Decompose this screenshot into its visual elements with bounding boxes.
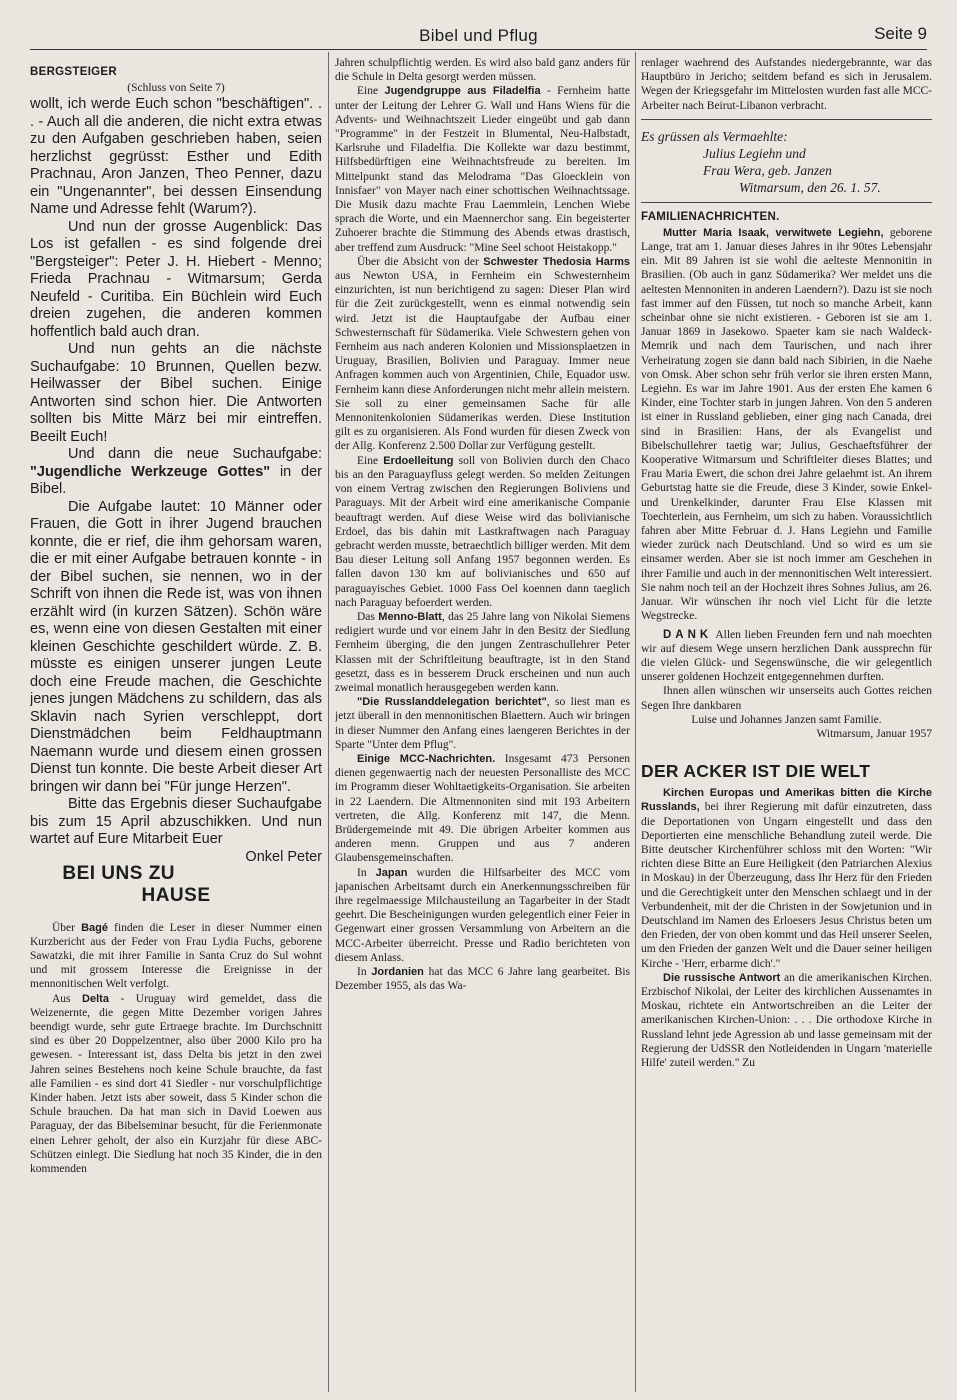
- paragraph-text: Bitte das Ergebnis dieser Suchaufgabe bis zum 15 April abzuschikken. Und nun wartet auf Eure Mitarbeit Euer: [30, 796, 322, 847]
- paragraph-text: geborene Lange, trat am 1. Januar dieses Jahres in ihr 90tes Lebensjahr ein. Mit 89 Jahren ist sie wohl die aelteste Mennonitin in Brasilien. (Ob auch in ganz Südamerika? Wer meldet uns die aeltesten Mennoniten in anderen Laendern?). Dazu ist sie noch fast immer auf den Füssen, tut noch so manche Arbeit, kann scheinbar ohne sie nicht existieren. - Geboren ist sie am 1. Januar 1869 in Jasekowo. Spaeter kam sie nach Waldeck-Memrik und nach dem Taurischen, und nach ihrer Verheiratung zogen sie dann bald nach Sibirien, in die Naehe von Omsk. Aber schon sehr früh verlor sie ihren ersten Mann, Legiehn. Es war im Jahre 1901. Aus der ersten Ehe kamen 6 Kinder, eine Tochter starb in jungen Jahren. Von den 5 anderen ist einer in Russland geblieben, einer ging nach Canada, drei sind in Brasilien: Hans, der als Evangelist und Bibelschullehrer taetig war; Julius, Geschaeftsführer der Kooperative Witmarsum und Schriftleiter dieses Blattes; und Frau Maria Ewert, die schon drei Jahre gelaehmt ist. An ihrem Geburtstag hatte sie die Freude, diese 3 Kinder, sowie Enkel- und Urenkelkinder, darunter Frau Else Klassen mit Toechterlein, aus Fernheim, um sich zu haben. Voraussichtlich fahren aber Mitte Februar d. J. Hans Legiehn und Familie wieder zurück nach Deutschland. Und so wird es um sie einsamer werden. Aber sie ist noch immer am Geschehen in ihrer Familie und auch in der mennonitischen Welt interessiert. Sie nahm noch teil an der Hochzeit ihres Sohnes Julius, am 26. Januar. Wir wünschen ihr noch viel Licht für die letzte Wegstrecke.: [641, 226, 932, 623]
- paragraph-text: Eine: [357, 85, 385, 98]
- paragraph-text: hat das MCC 6 Jahre lang gearbeitet. Bis Dezember 1955, als das Wa-: [335, 966, 630, 993]
- paragraph-text: In: [357, 966, 372, 978]
- lead-phrase: Schwester Thedosia Harms: [483, 255, 630, 268]
- paragraph: Und nun der grosse Augenblick: Das Los ist gefallen - es sind folgende drei "Bergsteiger": Peter J. H. Hiebert - Menno; Frieda Prachnau - Witmarsum; Gerda Neufeld - Curitiba. Ein Büchlein wird Euch dreien zugehen, die anderen kommen hoffentlich bald auch dran.: [30, 218, 322, 340]
- paragraph: [641, 971, 932, 1070]
- paragraph: renlager waehrend des Aufstandes niedergebrannte, war das Hauptbüro in Jericho; seitdem befand es sich in Jerusalem. Wegen der Kriegsgefahr im Mittelosten wurden fast alle MCC-Arbeiter nach Beirut-Libanon verbracht.: [641, 57, 932, 112]
- place-name: Delta: [82, 992, 109, 1005]
- section-heading: BEI UNS ZU HAUSE: [62, 862, 211, 906]
- announcement-line: Witmarsum, den 26. 1. 57.: [739, 179, 881, 195]
- paragraph: [641, 628, 932, 685]
- signature: Witmarsum, Januar 1957: [816, 727, 932, 740]
- continuation-note: (Schluss von Seite 7): [127, 82, 225, 94]
- article-continuation: [641, 56, 932, 113]
- paragraph-text: Aus: [52, 992, 83, 1005]
- lead-phrase: Mutter Maria Isaak, verwitwete Legiehn,: [663, 226, 884, 239]
- lead-phrase: Jordanien: [371, 966, 424, 978]
- paragraph: [335, 84, 630, 254]
- paragraph: [30, 446, 322, 499]
- paragraph: [335, 752, 630, 866]
- paragraph-text: in der Bibel.: [30, 463, 322, 497]
- article-acker: [641, 786, 932, 1070]
- lead-phrase: Menno-Blatt: [378, 610, 442, 623]
- place-name: Bagé: [81, 921, 109, 934]
- column-1: [30, 56, 322, 1391]
- paragraph: [335, 610, 630, 695]
- paragraph-text: Das: [357, 610, 379, 623]
- paragraph: [641, 226, 932, 624]
- section-kicker: BERGSTEIGER: [30, 66, 118, 78]
- paragraph-text: Allen lieben Freunden fern und nah moechten wir auf diesem Wege unsern herzlichen Dank aussprechn für die vielen Glück- und Segenswünsche, die wir gelegentlich unserer goldenen Hochzeit entgegennehmen durften.: [641, 628, 932, 684]
- paragraph-text: In: [357, 866, 376, 879]
- paragraph: Die Aufgabe lautet: 10 Männer oder Frauen, die Gott in ihrer Jugend brauchen konnte, die er rief, die ihm gehorsam waren, die er mit einer Aufgabe betrauen konnte - in der Bibel suchen, sie nennen, wo in der Schrift von ihnen die Rede ist, was von ihnen erzählt wird (in kurzen Sätzen). Schön wäre es, wenn eine von diesen Gestalten mit einer kleinen Geschichte geschildert würde. Z. B. müsste es einigen unserer jungen Leute doch eine Freude machen, die Geschichte jenes jungen Mädchens zu schildern, das als Sklavin nach Syrien verschleppt, dort Dienstmädchen beim Feldhauptmann Naemann wurde und diesem einen grossen Dienst tun konnte. Die beste Arbeit dieser Art bringen wir dann bei "Für junge Herzen".: [30, 498, 322, 795]
- section-kicker: FAMILIENACHRICHTEN.: [641, 210, 780, 223]
- paragraph: [30, 992, 322, 1177]
- column-divider: [635, 52, 636, 1392]
- column-2: [335, 56, 630, 1391]
- masthead: [30, 22, 927, 52]
- announcement-line: Es grüssen als Vermaehlte:: [641, 128, 788, 144]
- section-heading: DER ACKER IST DIE WELT: [641, 761, 871, 782]
- paragraph: [335, 965, 630, 993]
- signature: Luise und Johannes Janzen samt Familie.: [691, 713, 882, 726]
- paragraph-text: soll von Bolivien durch den Chaco bis an den Paraguayfluss gelegt werden. So melden Zeitungen von einem Vertrag zwischen den Regierungen Boliviens und Paraguays. Mit der Arbeit wird eine amerikanische Companie beauftragt werden. Auf diese Weise wird das bolivianische Erdoel, das bis dahin mit Lastkraftwagen nach Paraguay gebracht werden musste, betraechtlich billiger werden. Mit dem Bau dieser Leitung soll Anfang 1957 begonnen werden. Es fallen davon 130 km auf bolivianisches und 650 auf paraguayisches Gebiet. 1000 Fass Oel koennen dann taeglich nach Paraguay befoerdert werden.: [335, 454, 630, 609]
- paragraph-text: wurden die Hilfsarbeiter des MCC vom japanischen Arbeitsamt durch ein Anerkennungsschreiben für ihre regelmaessige Milchausteilung an Tagarbeiter in der Stadt geehrt. Die Bescheinigungen wurden gelegentlich einer Feier in Gegenwart einer grossen Versammlung von Arbeitern an die MCC-Arbeiter überreicht. Presse und Radio berichteten von diesem Anlass.: [335, 866, 630, 964]
- announcement-line: Julius Legiehn und: [703, 145, 806, 161]
- paragraph: [641, 786, 932, 971]
- paragraph: [335, 695, 630, 752]
- divider: [641, 202, 932, 203]
- paragraph: [30, 921, 322, 992]
- paragraph-text: an die amerikanischen Kirchen. Erzbischof Nikolai, der Leiter des kirchlichen Aussenamtes in Moskau, richtete ein Antwortschreiben an die Leiter der amerikanischen Kirchen-Union: . . . Die orthodoxe Kirche in Russland lehnt jede Agression ab und lasse gemeinsam mit der Regierung der UdSSR den Notleidenden in Ungarn 'materielle Hilfe' zuteil werden." Zu: [641, 971, 932, 1069]
- article-bei-uns: [30, 921, 322, 1177]
- paragraph-text: finden die Leser in dieser Nummer einen Kurzbericht aus der Feder von Frau Lydia Fuchs, geborene Sawatzki, die mit ihrer Familie in Santa Cruz do Sul wohnt und mit grossem Interesse die Ereignisse in der mennonitischen Welt verfolgt.: [30, 921, 322, 991]
- page-number: Seite 9: [874, 24, 927, 43]
- publication-title: Bibel und Pflug: [419, 26, 538, 45]
- column-3: [641, 56, 932, 1391]
- paragraph-text: , so liest man es jetzt überall in den mennonitischen Blaettern. Auch wir bringen in dieser Nummer den Anfang eines laengeren Berichtes in der Sparte "Unter dem Pflug".: [335, 696, 630, 751]
- paragraph: [335, 454, 630, 610]
- lead-phrase: "Die Russlanddelegation berichtet": [357, 696, 547, 709]
- paragraph-text: Eine: [357, 454, 384, 467]
- paragraph: [335, 255, 630, 454]
- paragraph: Und nun gehts an die nächste Suchaufgabe: 10 Brunnen, Quellen bezw. Heilwasser der Bibel suchen. Einige Antworten sind schon hier. Die Antworten sollten bis Mitte März bei mir eintreffen. Beeilt Euch!: [30, 341, 322, 445]
- paragraph-text: Über: [52, 921, 82, 934]
- article-family-news: [641, 226, 932, 741]
- paragraph-text: Über die Absicht von der: [357, 255, 484, 268]
- paragraph: [30, 796, 322, 865]
- lead-phrase: Japan: [375, 866, 408, 879]
- header-rule: [30, 49, 927, 50]
- lead-phrase: Einige MCC-Nachrichten.: [357, 752, 496, 765]
- paragraph-text: - Fernheim hatte unter der Leitung der Lehrer G. Wall und Hans Wiens für die Advents- und Weihnachtszeit Lieder eingeübt und gab dann "Programme" in der Festzeit in Blumental, Neu-Halbstadt, Karlsruhe und Filadelfia. Die Kollekte war dazu bestimmt, Hilfsbedürftigen eine Weihnachtsfreude zu bereiten. Im Mittelpunkt stand das Melodrama "Das Gloecklein von Innisfaer" von Mayer nach einer schottischen Weihnachtssage. Die Musik dazu machte Frau Laemmlein, Lenchen Wiebe sprach die Worte, und ein Maennerchor sang. Ein begeisterter Zuhoerer brachte die Stimmung des Abends etwas drastisch, aber treffend zum Ausdruck: "Mine Seel schoot Heistakopp.": [335, 85, 630, 254]
- lead-phrase: Die russische Antwort: [663, 971, 781, 984]
- wedding-announcement: [641, 128, 932, 196]
- article-news: [335, 56, 630, 993]
- lead-phrase: Erdoelleitung: [383, 454, 454, 467]
- dank-label: DANK: [663, 628, 713, 641]
- divider: [641, 119, 932, 120]
- paragraph-text: - Uruguay wird gemeldet, dass die Weizenernte, die gegen Mitte Dezember vorigen Jahres beendigt wurde, sehr gute Ertraege brachte. Im Durchschnitt sind es über 20 Doppelzentner, also über 2000 Kilo pro ha gewesen. - Interessant ist, dass Delta bis jetzt in den zwei Jahren seines Bestehens noch keine Schule brauchte, da fast alle Familien - es sind dort 41 Siedler - nur vorschulpflichtige Kinder haben. Jetzt ists aber soweit, dass 5 Kinder schon die Schule brauchen. Da hat man sich in David Loewen aus Paraguay, der das Bibelseminar besucht, für die Ferienmonate einen Lehrer geholt, der also ein Kurzjahr für diese ABC-Schützen einlegt. Die Siedlung hat noch 35 Kinder, die in den kommenden: [30, 992, 322, 1175]
- paragraph: Jahren schulpflichtig werden. Es wird also bald ganz anders für die Schule in Delta gesorgt werden müssen.: [335, 57, 630, 84]
- signature: Onkel Peter: [245, 848, 322, 865]
- paragraph: wollt, ich werde Euch schon "beschäftigen". . . - Auch all die anderen, die nicht extra etwas zu den Aufgaben geschrieben haben, seien herzlichst gegrüsst: Esther und Edith Prachnau, Aron Janzen, Theo Penner, dazu ein "Ungenannter", bei dessen Einsendung Name und Adresse fehlt (Warum?).: [30, 96, 322, 217]
- paragraph-text: Und dann die neue Suchaufgabe:: [68, 446, 322, 462]
- paragraph-text: , das 25 Jahre lang von Nikolai Siemens redigiert wurde und vor einem Jahr in den Besitz der Siedlung Fernheim überging, die den jungen Zentraschullehrer Peter Klassen mit der Schriftleitung beauftragte, ist in den Stand gesetzt, dass es in besserem Druck erscheinen und nun auch zweimal monatlich herausgegeben werden kann.: [335, 610, 630, 694]
- paragraph: [335, 866, 630, 965]
- lead-phrase: Kirchen Europas und Amerikas bitten die Kirche Russlands,: [641, 787, 932, 814]
- paragraph-text: aus Newton USA, in Fernheim ein Schwesternheim einzurichten, ist nun berichtigend zu sagen: Dieser Plan wird für die Zeit zurückgestellt, wenn es einmal notwendig sein wird. Jetzt ist die Hauptaufgabe der Aufbau einer Schwesternschaft für Südamerika. Viele Schwestern gehen von Fernheim aus nach anderen Kolonien und Missionsplaetzen in Uruguay, Brasilien, Bolivien und Paraguay. Immer neue Anfragen kommen auch von Argentinien, Chile, Equador usw. Fernheim kann diese Anforderungen nicht mehr allein meistern. Sie soll zu einer gemeinsamen Sache für alle Mennonitenkolonien Südamerikas werden. Diese Institution gilt es zu organisieren. Als Fond wurden für diesen Zweck von der Allg. Konferenz 2.500 Dollar zur Verfügung gestellt.: [335, 270, 630, 453]
- lead-phrase: Jugendgruppe aus Filadelfia: [384, 85, 541, 98]
- paragraph-text: Insgesamt 473 Personen dienen gegenwaertig nach der neuesten Personalliste des MCC im Programm dieser Wohltaetigkeits-Organisation. Sie arbeiten in 22 Laendern. Die Altmennoniten sind mit 193 Arbeitern vertreten, die Allg. Konferenz mit 147, die Menn. Brüdergemeinde mit 49. Die übrigen Arbeiter kommen aus anderen menn. Gruppen und aus 7 anderen Glaubensgemeinschaften.: [335, 752, 630, 865]
- article-bergsteiger: [30, 96, 322, 865]
- paragraph-text: bei ihrer Regierung mit dafür einzutreten, dass die Deportationen von Ungarn eingestellt und dass den Deportierten eine menschliche Behandlung zuteil werde. Die Bitte deutscher Kirchenführer schloss mit den Worten: "Wir richten diese Bitte an Eure Heiligkeit (den Patriarchen Alexius in Moskau) in der Überzeugung, dass Ihr Herz für den Frieden und die Gerechtigkeit unter den Menschen schlaegt und in der Verbundenheit, mit der die Christen in der Sowjetunion und in Deutschland im Namen des Erloesers Jesus Christus beten um den Frieden, der von oben kommt und das Heil unserer Seelen, um den Frieden der ganzen Welt und die Dauer seiner heiligen Kirche - 'Herr, erbarme dich'.": [641, 801, 932, 970]
- announcement-line: Frau Wera, geb. Janzen: [703, 162, 832, 178]
- column-divider: [328, 52, 329, 1392]
- task-title: "Jugendliche Werkzeuge Gottes": [30, 463, 271, 480]
- paragraph: Ihnen allen wünschen wir unserseits auch Gottes reichen Segen Ihre dankbaren: [641, 685, 932, 712]
